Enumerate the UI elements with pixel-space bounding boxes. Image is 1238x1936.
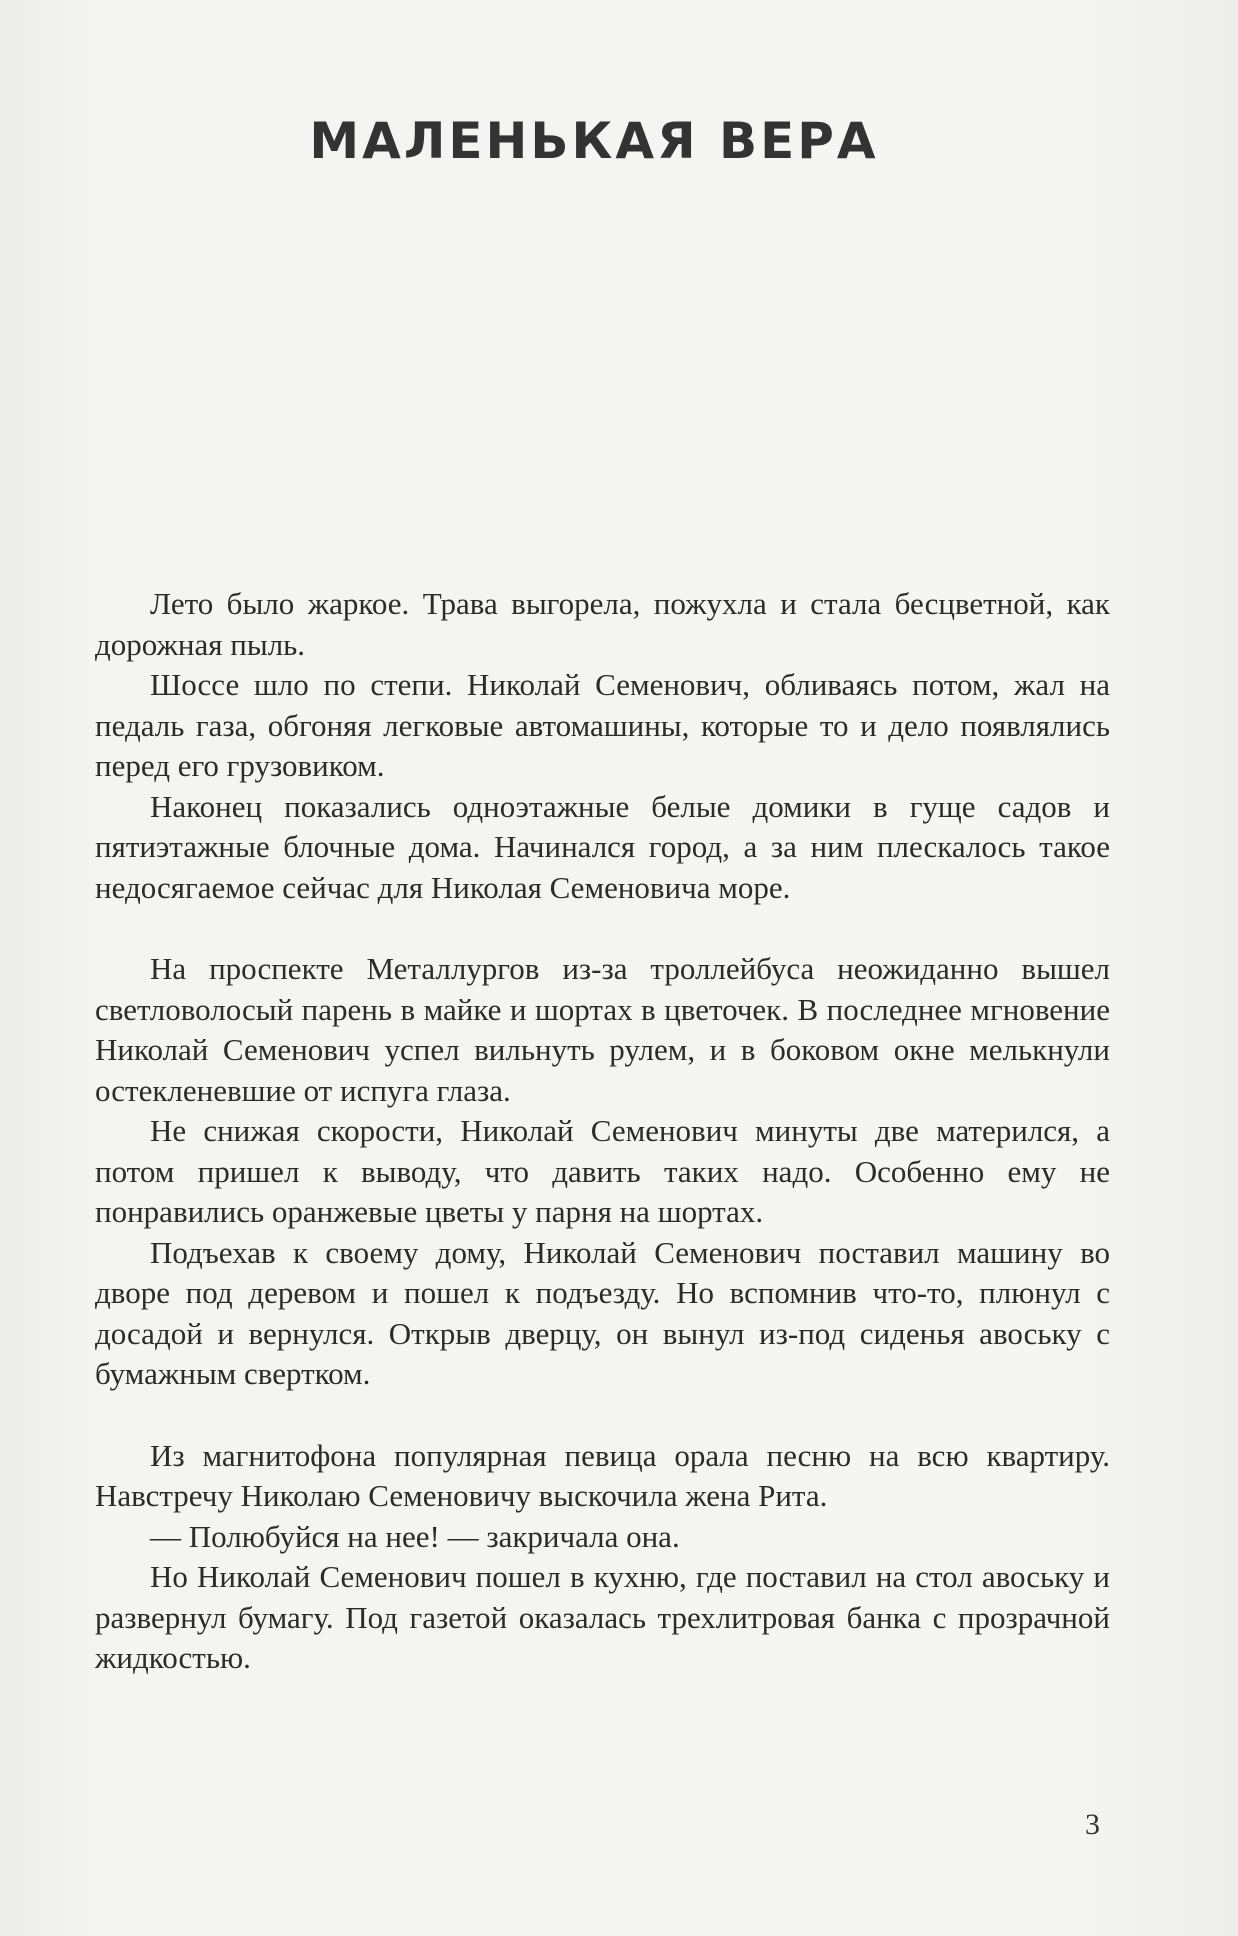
paragraph: Шоссе шло по степи. Николай Семенович, обливаясь потом, жал на педаль газа, обгоняя легковые автомашины, которые то и дело появлялись перед его грузовиком.	[95, 667, 1110, 783]
body-text	[95, 584, 1110, 1679]
paragraph: На проспекте Металлургов из-за троллейбуса неожиданно вышел светловолосый парень в майке и шортах в цветочек. В последнее мгновение Николай Семенович успел вильнуть рулем, и в боковом окне мелькнули остекленевшие от испуга глаза.	[95, 951, 1110, 1108]
paragraph: Наконец показались одноэтажные белые домики в гуще садов и пятиэтажные блочные дома. Начинался город, а за ним плескалось такое недосягаемое сейчас для Николая Семеновича море.	[95, 788, 1110, 905]
paragraph: Лето было жаркое. Трава выгорела, пожухла и стала бесцветной, как дорожная пыль.	[95, 586, 1110, 662]
section-break	[95, 908, 1110, 949]
paragraph: Не снижая скорости, Николай Семенович минуты две матерился, а потом пришел к выводу, что давить таких надо. Особенно ему не понравились оранжевые цветы у парня на шортах.	[95, 1113, 1110, 1229]
page-number: 3	[1085, 1808, 1100, 1841]
chapter-title: МАЛЕНЬКАЯ ВЕРА	[309, 112, 879, 170]
section-break	[95, 1395, 1110, 1436]
paragraph: Из магнитофона популярная певица орала песню на всю квартиру. Навстречу Николаю Семеновичу выскочила жена Рита.	[95, 1437, 1110, 1513]
paragraph: Но Николай Семенович пошел в кухню, где поставил на стол авоську и развернул бумагу. Под газетой оказалась трехлитровая банка с прозрачной жидкостью.	[95, 1559, 1110, 1675]
paragraph: — Полюбуйся на нее! — закричала она.	[150, 1518, 680, 1554]
paragraph: Подъехав к своему дому, Николай Семенович поставил машину во дворе под деревом и пошел к подъезду. Но вспомнив что-то, плюнул с досадой и вернулся. Открыв дверцу, он вынул из-под сиденья авоську с бумажным свертком.	[95, 1234, 1110, 1391]
